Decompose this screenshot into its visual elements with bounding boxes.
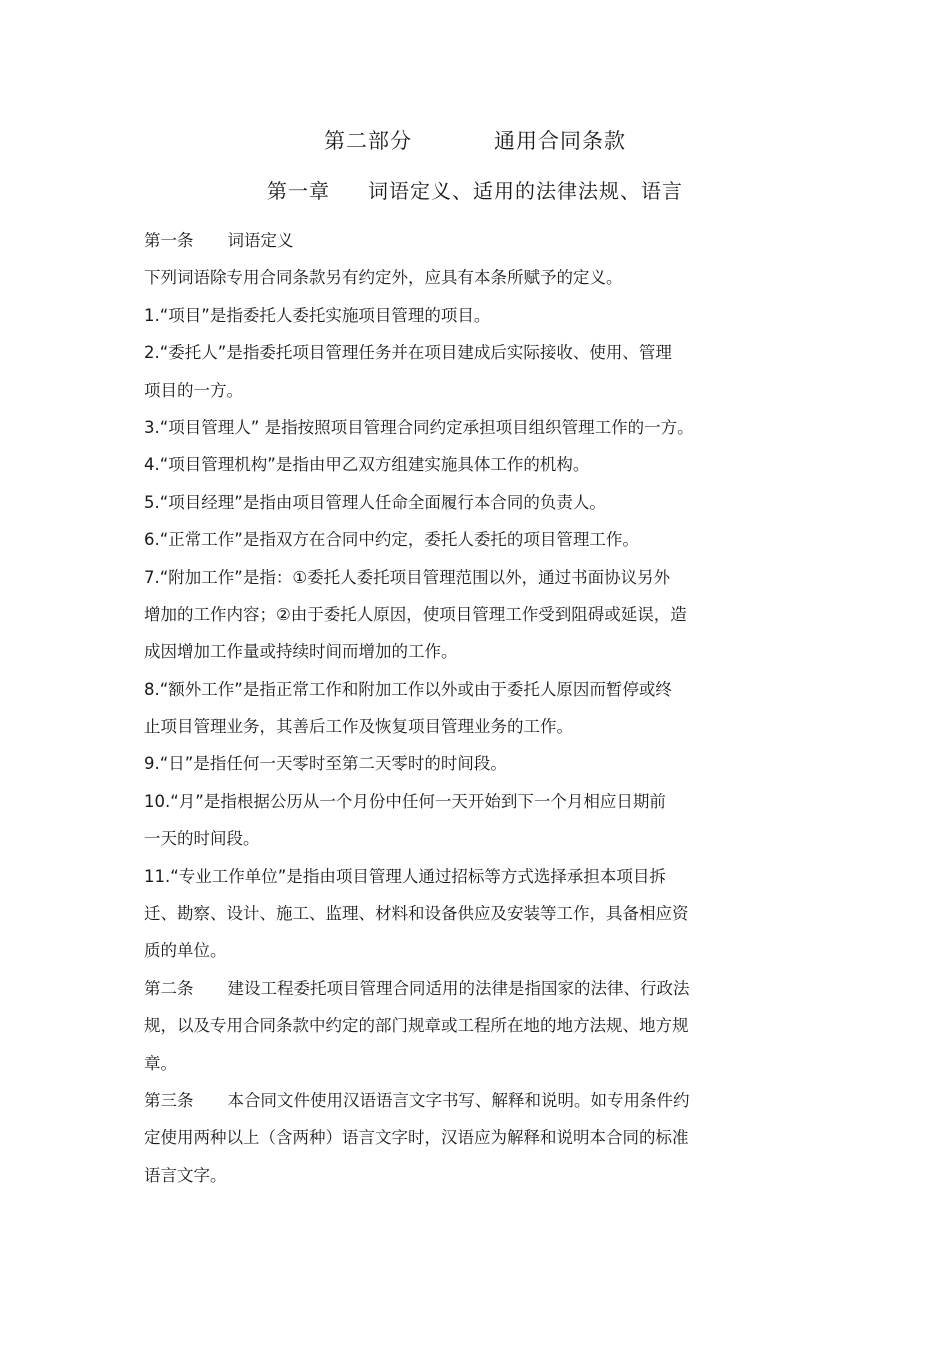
chapter-label: 第一章 <box>267 179 330 203</box>
paragraph-line: 止项目管理业务，其善后工作及恢复项目管理业务的工作。 <box>144 717 573 737</box>
part-title <box>0 126 950 156</box>
paragraph-line: 规，以及专用合同条款中约定的部门规章或工程所在地的地方法规、地方规 <box>144 1016 689 1036</box>
paragraph-line: 8.“额外工作”是指正常工作和附加工作以外或由于委托人原因而暂停或终 <box>144 679 672 699</box>
paragraph-line: 1.“项目”是指委托人委托实施项目管理的项目。 <box>144 305 491 325</box>
article-1-heading <box>144 222 744 259</box>
document-body <box>144 222 744 1194</box>
paragraph-line: 2.“委托人”是指委托项目管理任务并在项目建成后实际接收、使用、管理 <box>144 343 672 363</box>
paragraph-line: 3.“项目管理人” 是指按照项目管理合同约定承担项目组织管理工作的一方。 <box>144 417 694 437</box>
paragraph-line: 章。 <box>144 1053 177 1073</box>
paragraph-line: 9.“日”是指任何一天零时至第二天零时的时间段。 <box>144 754 507 774</box>
paragraph-line: 5.“项目经理”是指由项目管理人任命全面履行本合同的负责人。 <box>144 492 606 512</box>
paragraph-line: 语言文字。 <box>144 1165 227 1185</box>
paragraph-line: 增加的工作内容；②由于委托人原因，使项目管理工作受到阻碍或延误，造 <box>144 604 687 624</box>
paragraph-line: 4.“项目管理机构”是指由甲乙双方组建实施具体工作的机构。 <box>144 455 590 475</box>
paragraph-line: 下列词语除专用合同条款另有约定外，应具有本条所赋予的定义。 <box>144 268 623 288</box>
article-1-label: 第一条 <box>144 231 194 250</box>
paragraph-line: 一天的时间段。 <box>144 829 260 849</box>
paragraph-line: 成因增加工作量或持续时间而增加的工作。 <box>144 642 458 662</box>
article-3-text: 本合同文件使用汉语语言文字书写、解释和说明。如专用条件约 <box>227 1090 690 1110</box>
paragraph-line: 定使用两种以上（含两种）语言文字时，汉语应为解释和说明本合同的标准 <box>144 1128 689 1148</box>
paragraph-line: 10.“月”是指根据公历从一个月份中任何一天开始到下一个月相应日期前 <box>144 791 666 811</box>
paragraph-line: 项目的一方。 <box>144 380 243 400</box>
article-1-title: 词语定义 <box>227 231 294 250</box>
part-label: 第二部分 <box>324 129 412 153</box>
paragraph-line: 迁、勘察、设计、施工、监理、材料和设备供应及安装等工作，具备相应资 <box>144 904 689 924</box>
paragraph-line: 11.“专业工作单位”是指由项目管理人通过招标等方式选择承担本项目拆 <box>144 866 666 886</box>
article-3-label: 第三条 <box>144 1090 194 1110</box>
paragraph-line: 质的单位。 <box>144 941 227 961</box>
article-2-label: 第二条 <box>144 978 194 998</box>
chapter-name: 词语定义、适用的法律法规、语言 <box>368 179 683 203</box>
article-2-text: 建设工程委托项目管理合同适用的法律是指国家的法律、行政法 <box>227 978 690 998</box>
paragraph-line: 7.“附加工作”是指：①委托人委托项目管理范围以外，通过书面协议另外 <box>144 567 671 587</box>
part-name: 通用合同条款 <box>494 129 626 153</box>
article-3-first-line <box>144 1082 744 1119</box>
article-2-first-line <box>144 970 744 1007</box>
paragraph-line: 6.“正常工作”是指双方在合同中约定，委托人委托的项目管理工作。 <box>144 530 639 550</box>
chapter-title <box>0 176 950 206</box>
